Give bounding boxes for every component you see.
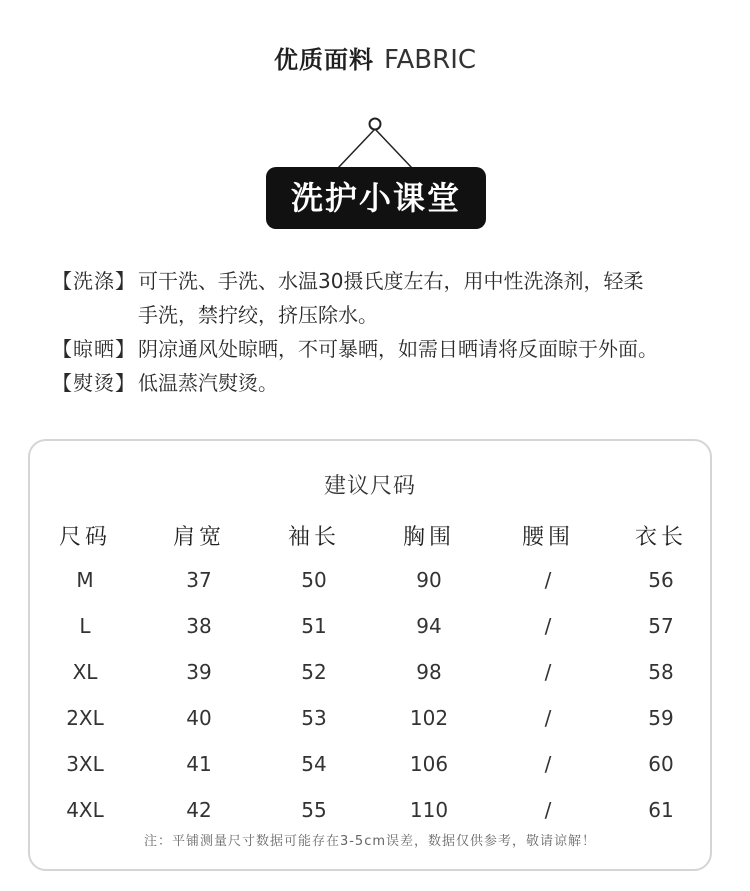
- care-instructions: [52, 264, 732, 400]
- hanger-icon: [330, 112, 420, 172]
- table-cell: 57: [648, 614, 674, 638]
- header-cell: 尺码: [58, 524, 111, 550]
- care-text: 可干洗、手洗、水温30摄氏度左右，用中性洗涤剂，轻柔: [138, 269, 644, 293]
- table-cell: 52: [301, 660, 327, 684]
- table-cell: 98: [416, 660, 442, 684]
- table-cell: 56: [648, 568, 674, 592]
- header-cell: 衣长: [634, 524, 687, 550]
- title-english: FABRIC: [383, 45, 477, 75]
- table-cell: 39: [186, 660, 212, 684]
- table-cell: 50: [301, 568, 327, 592]
- size-note: 注：平铺测量尺寸数据可能存在3-5cm误差，数据仅供参考，敬请谅解！: [143, 834, 597, 849]
- table-cell: 106: [409, 752, 449, 776]
- table-header-row: [30, 513, 710, 557]
- table-cell: /: [544, 660, 552, 684]
- title-chinese: 优质面料: [273, 46, 374, 74]
- care-item-dry: [52, 332, 732, 366]
- table-cell: 53: [301, 706, 327, 730]
- table-cell: 58: [648, 660, 674, 684]
- table-cell: M: [76, 568, 94, 592]
- table-cell: 37: [186, 568, 212, 592]
- table-cell: /: [544, 614, 552, 638]
- care-label: 【晾晒】: [52, 337, 136, 361]
- table-cell: 41: [186, 752, 212, 776]
- table-cell: 94: [416, 614, 442, 638]
- care-label: 【熨烫】: [52, 371, 136, 395]
- table-cell: 61: [648, 798, 674, 822]
- table-row: [30, 649, 710, 695]
- care-item-wash: [52, 264, 732, 298]
- table-cell: 55: [301, 798, 327, 822]
- table-cell: /: [544, 706, 552, 730]
- table-cell: 4XL: [66, 798, 104, 822]
- header-cell: 肩宽: [172, 524, 225, 550]
- table-cell: 110: [409, 798, 449, 822]
- table-cell: 60: [648, 752, 674, 776]
- care-class-badge: 洗护小课堂: [266, 167, 486, 229]
- table-cell: 42: [186, 798, 212, 822]
- header-cell: 胸围: [402, 524, 455, 550]
- table-cell: 3XL: [66, 752, 104, 776]
- table-cell: 54: [301, 752, 327, 776]
- table-cell: 40: [186, 706, 212, 730]
- table-cell: 38: [186, 614, 212, 638]
- size-table: [30, 513, 710, 833]
- size-chart-card: [28, 439, 712, 871]
- table-cell: L: [79, 614, 91, 638]
- table-row: [30, 741, 710, 787]
- table-cell: /: [544, 798, 552, 822]
- table-cell: 2XL: [66, 706, 104, 730]
- table-cell: /: [544, 752, 552, 776]
- care-text: 手洗，禁拧绞，挤压除水。: [138, 303, 378, 327]
- table-row: [30, 695, 710, 741]
- table-cell: /: [544, 568, 552, 592]
- care-item-wash-continued: [52, 298, 732, 332]
- table-row: [30, 787, 710, 833]
- table-cell: 51: [301, 614, 327, 638]
- table-cell: 59: [648, 706, 674, 730]
- header-cell: 腰围: [521, 524, 574, 550]
- page-title: [0, 40, 750, 75]
- care-item-iron: [52, 366, 732, 400]
- care-label: 【洗涤】: [52, 269, 136, 293]
- table-row: [30, 603, 710, 649]
- size-chart-title: 建议尺码: [323, 474, 416, 499]
- care-text: 低温蒸汽熨烫。: [138, 371, 278, 395]
- table-cell: XL: [72, 660, 98, 684]
- care-text: 阴凉通风处晾晒，不可暴晒，如需日晒请将反面晾于外面。: [138, 337, 658, 361]
- table-cell: 90: [416, 568, 442, 592]
- header-cell: 袖长: [287, 524, 340, 550]
- table-cell: 102: [409, 706, 449, 730]
- table-row: [30, 557, 710, 603]
